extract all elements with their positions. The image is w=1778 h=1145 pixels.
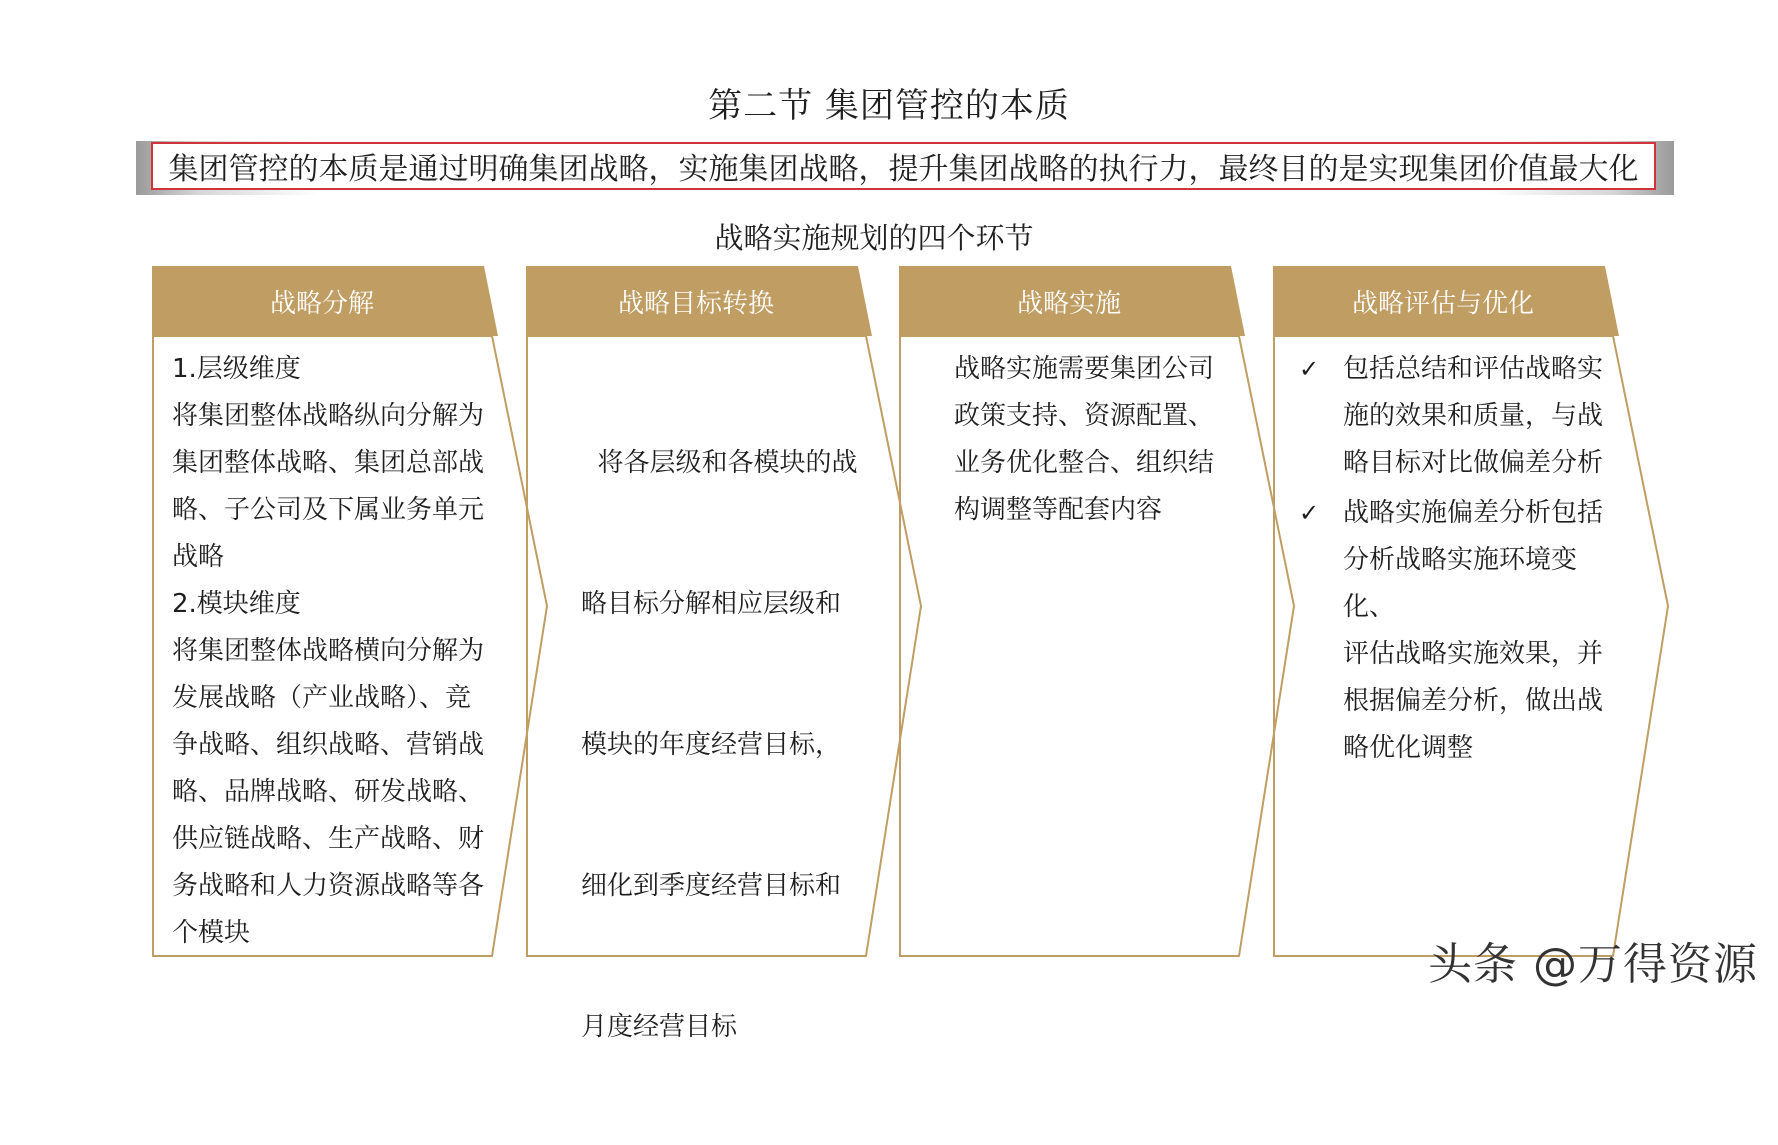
body-line: 集团整体战略、集团总部战	[172, 448, 485, 478]
card-header: 战略目标转换	[617, 288, 774, 319]
body-line: 将集团整体战略纵向分解为	[172, 401, 485, 431]
body-line: 略、品牌战略、研发战略、	[172, 777, 485, 807]
card-strategy-evaluation-optimization	[1273, 266, 1668, 956]
body-line: 业务优化整合、组织结	[954, 448, 1215, 478]
card-body	[581, 346, 871, 1145]
body-line: 战略实施需要集团公司	[954, 354, 1215, 384]
card-strategic-goal-conversion	[526, 266, 921, 1042]
essence-banner: 集团管控的本质是通过明确集团战略，实施集团战略，提升集团战略的执行力，最终目的是实现集团价值最大化	[151, 142, 1656, 190]
body-line: 战略	[172, 542, 225, 572]
body-line: 供应链战略、生产战略、财	[172, 824, 485, 854]
body-line: 构调整等配套内容	[954, 495, 1163, 525]
body-line: 略目标对比做偏差分析	[1343, 448, 1604, 478]
body-line: 政策支持、资源配置、	[954, 401, 1215, 431]
card-body	[172, 346, 492, 957]
checklist	[1299, 346, 1619, 772]
body-line: 战略实施偏差分析包括	[1343, 498, 1604, 528]
section-subtitle: 战略实施规划的四个环节	[714, 221, 1034, 255]
card-header: 战略评估与优化	[1351, 288, 1534, 319]
body-line: 略优化调整	[1343, 733, 1474, 763]
body-line: 将各层级和各模块的战	[581, 448, 858, 478]
checklist-item	[1299, 346, 1619, 487]
body-line: 1.层级维度	[172, 354, 301, 384]
body-line: 分析战略实施环境变化、	[1343, 545, 1578, 622]
checklist-item	[1299, 490, 1619, 772]
body-line: 模块的年度经营目标，	[581, 730, 842, 760]
body-line: 评估战略实施效果，并	[1343, 639, 1604, 669]
card-strategy-implementation	[899, 266, 1294, 956]
card-header: 战略实施	[1016, 288, 1121, 319]
body-line: 略目标分解相应层级和	[581, 589, 842, 619]
body-line: 将集团整体战略横向分解为	[172, 636, 485, 666]
body-line: 略、子公司及下属业务单元	[172, 495, 485, 525]
watermark: 头条 @万得资源	[1428, 939, 1758, 990]
check-icon: ✓	[1299, 499, 1320, 527]
body-line: 根据偏差分析，做出战	[1343, 686, 1604, 716]
card-strategy-decomposition	[152, 266, 547, 956]
page-title: 第二节 集团管控的本质	[708, 86, 1070, 126]
card-header: 战略分解	[269, 288, 374, 319]
body-line: 2.模块维度	[172, 589, 301, 619]
body-line: 包括总结和评估战略实	[1343, 354, 1604, 384]
card-body	[1299, 346, 1619, 775]
card-body	[954, 346, 1244, 534]
body-line: 月度经营目标	[581, 1012, 738, 1042]
body-line: 发展战略（产业战略）、竞	[172, 683, 472, 713]
check-icon: ✓	[1299, 355, 1320, 383]
body-line: 争战略、组织战略、营销战	[172, 730, 485, 760]
body-line: 务战略和人力资源战略等各	[172, 871, 485, 901]
body-line: 施的效果和质量，与战	[1343, 401, 1604, 431]
body-line: 细化到季度经营目标和	[581, 871, 842, 901]
body-line: 个模块	[172, 918, 251, 948]
